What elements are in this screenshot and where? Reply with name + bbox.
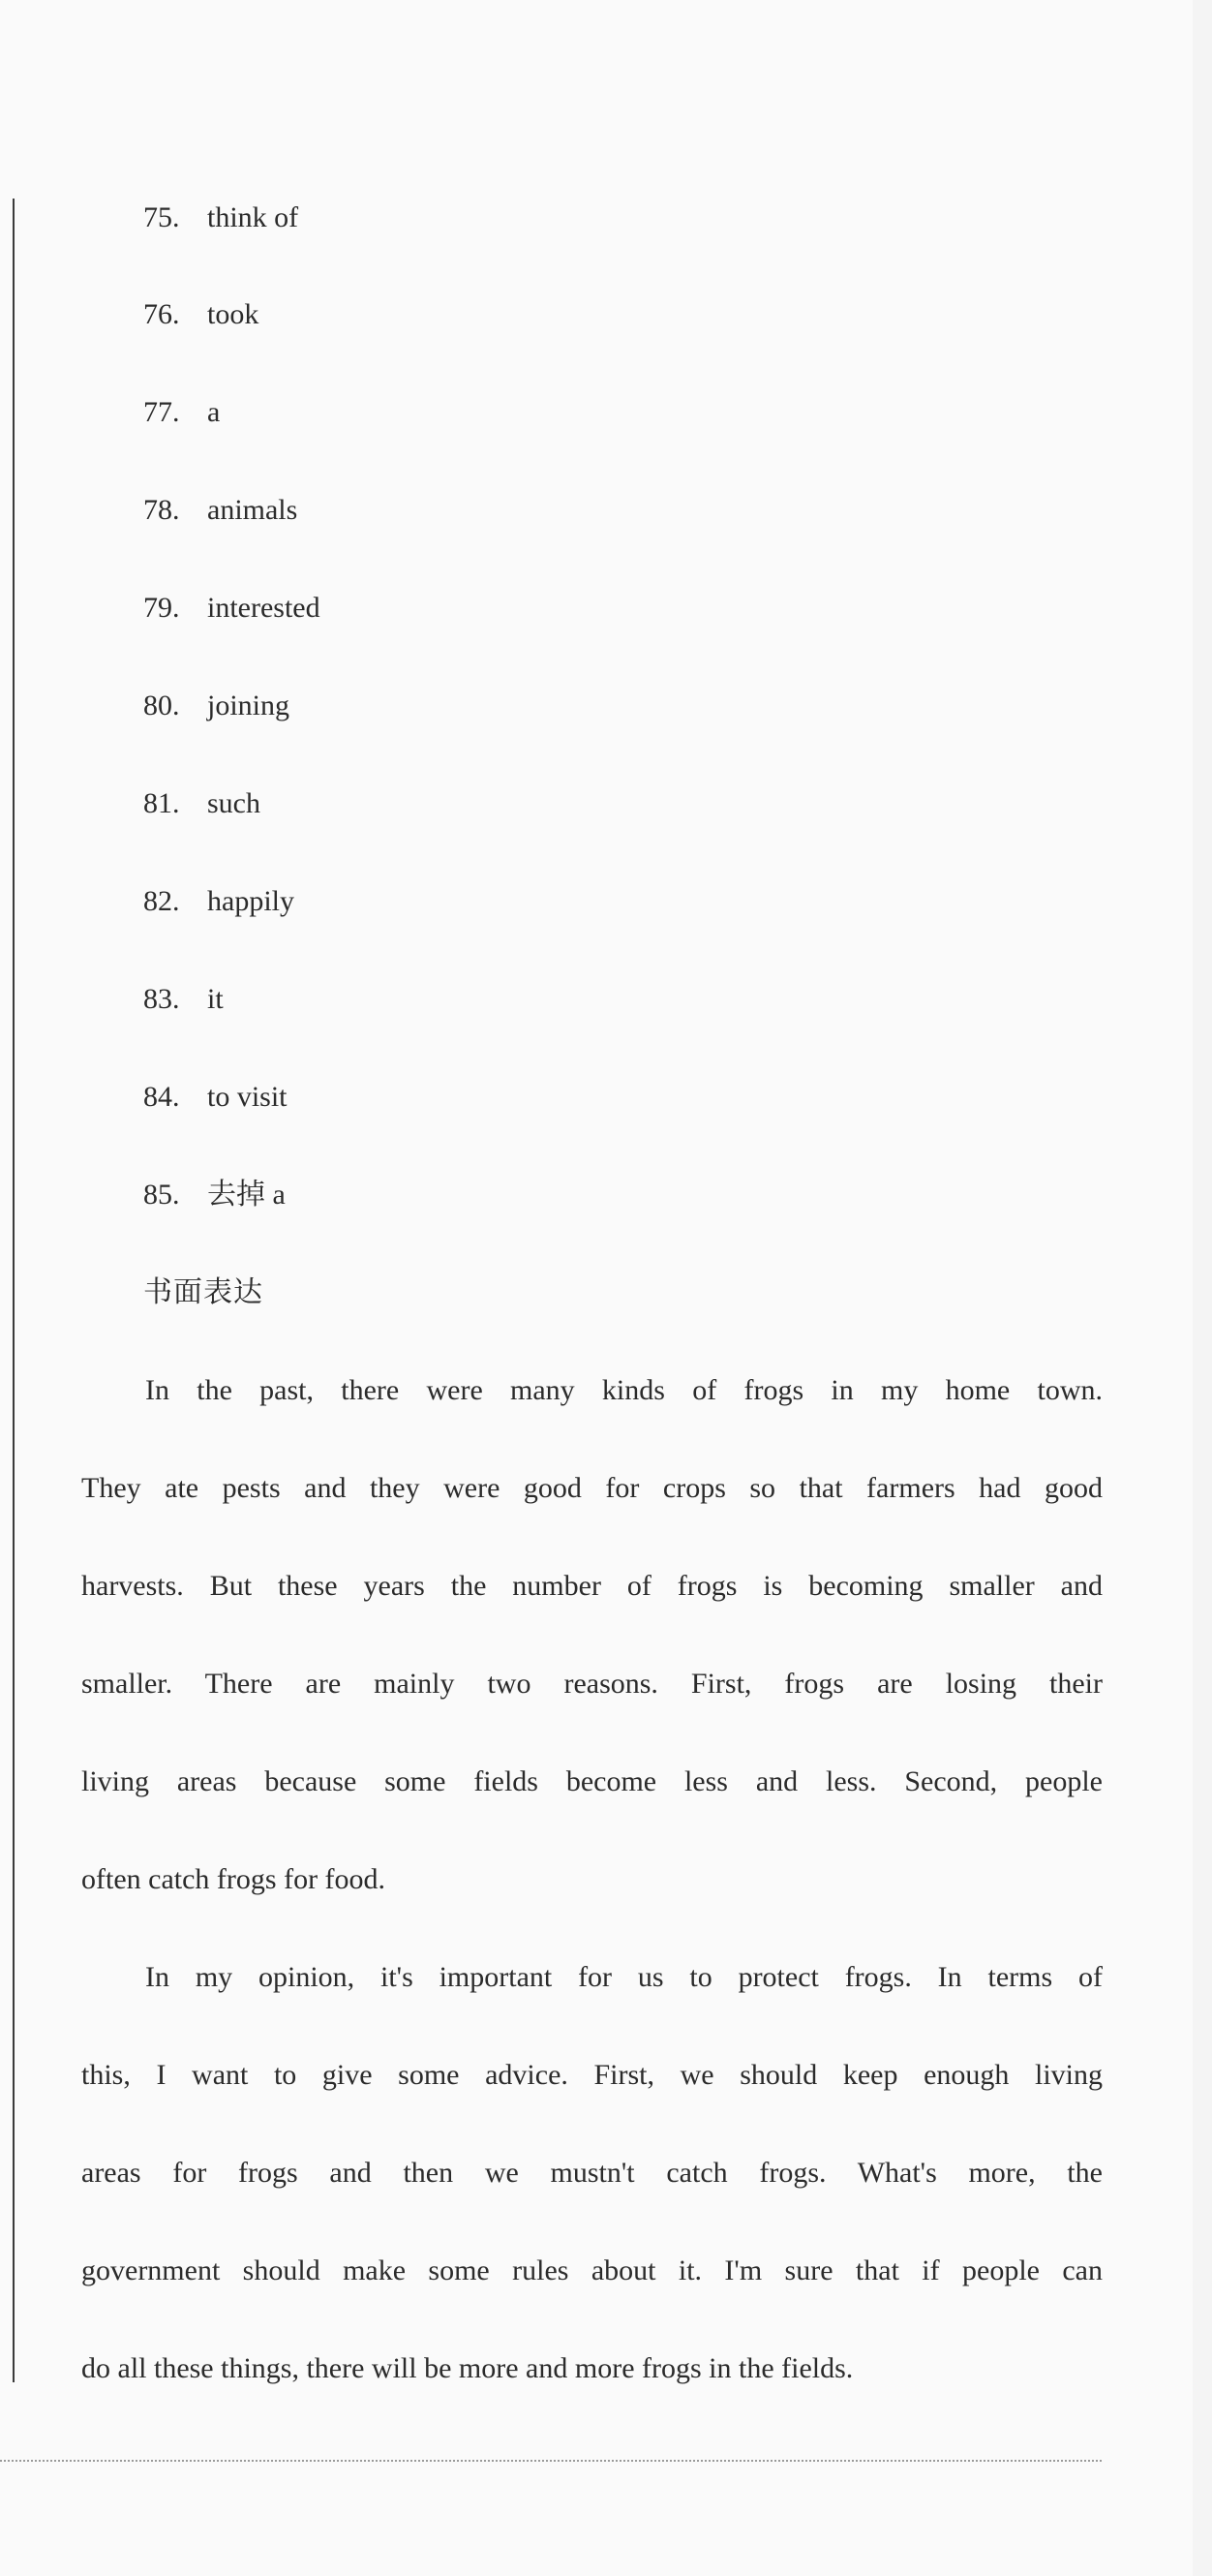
answer-text: a <box>207 396 221 428</box>
essay-line: areas for frogs and then we mustn't catch frogs. What's more, the <box>81 2157 1103 2189</box>
left-margin-rule <box>13 199 15 2382</box>
answer-item-85 <box>143 1178 286 1212</box>
answer-number: 80. <box>143 690 180 721</box>
answer-item-75 <box>143 200 298 235</box>
answer-text: interested <box>207 592 320 624</box>
answer-text: think of <box>207 201 299 233</box>
answer-text: 去掉 a <box>207 1179 286 1211</box>
answer-number: 76. <box>143 298 180 330</box>
answer-item-76 <box>143 297 258 332</box>
answer-item-79 <box>143 591 320 626</box>
answer-text: animals <box>207 494 298 526</box>
essay-line: In the past, there were many kinds of frogs in my home town. <box>145 1374 1103 1406</box>
answer-text: happily <box>207 885 294 917</box>
essay-line: do all these things, there will be more and more frogs in the fields. <box>81 2352 854 2384</box>
answer-item-84 <box>143 1080 288 1115</box>
answer-number: 75. <box>143 201 180 233</box>
answer-number: 85. <box>143 1179 180 1211</box>
essay-line: often catch frogs for food. <box>81 1863 386 1895</box>
essay-line: harvests. But these years the number of frogs is becoming smaller and <box>81 1570 1103 1602</box>
essay-line: government should make some rules about it. I'm sure that if people can <box>81 2254 1103 2286</box>
essay-line: In my opinion, it's important for us to protect frogs. In terms of <box>145 1961 1103 1993</box>
bottom-dotted-rule <box>0 2460 1102 2462</box>
answer-number: 81. <box>143 787 180 819</box>
answer-text: joining <box>207 690 290 721</box>
essay-line: They ate pests and they were good for crops so that farmers had good <box>81 1472 1103 1504</box>
answer-number: 84. <box>143 1081 180 1113</box>
essay-line: living areas because some fields become less and less. Second, people <box>81 1765 1103 1797</box>
answer-number: 79. <box>143 592 180 624</box>
answer-text: such <box>207 787 260 819</box>
answer-text: took <box>207 298 259 330</box>
answer-number: 77. <box>143 396 180 428</box>
answer-number: 82. <box>143 885 180 917</box>
answer-item-80 <box>143 689 289 723</box>
answer-item-82 <box>143 884 294 919</box>
answer-item-78 <box>143 493 297 528</box>
essay-line: smaller. There are mainly two reasons. First, frogs are losing their <box>81 1668 1103 1700</box>
essay-line: this, I want to give some advice. First, we should keep enough living <box>81 2059 1103 2091</box>
section-title-writing: 书面表达 <box>143 1275 263 1309</box>
answer-text: it <box>207 983 224 1015</box>
answer-number: 83. <box>143 983 180 1015</box>
answer-text: to visit <box>207 1081 288 1113</box>
answer-item-83 <box>143 982 224 1017</box>
answer-number: 78. <box>143 494 180 526</box>
answer-item-81 <box>143 786 260 821</box>
answer-item-77 <box>143 395 220 430</box>
